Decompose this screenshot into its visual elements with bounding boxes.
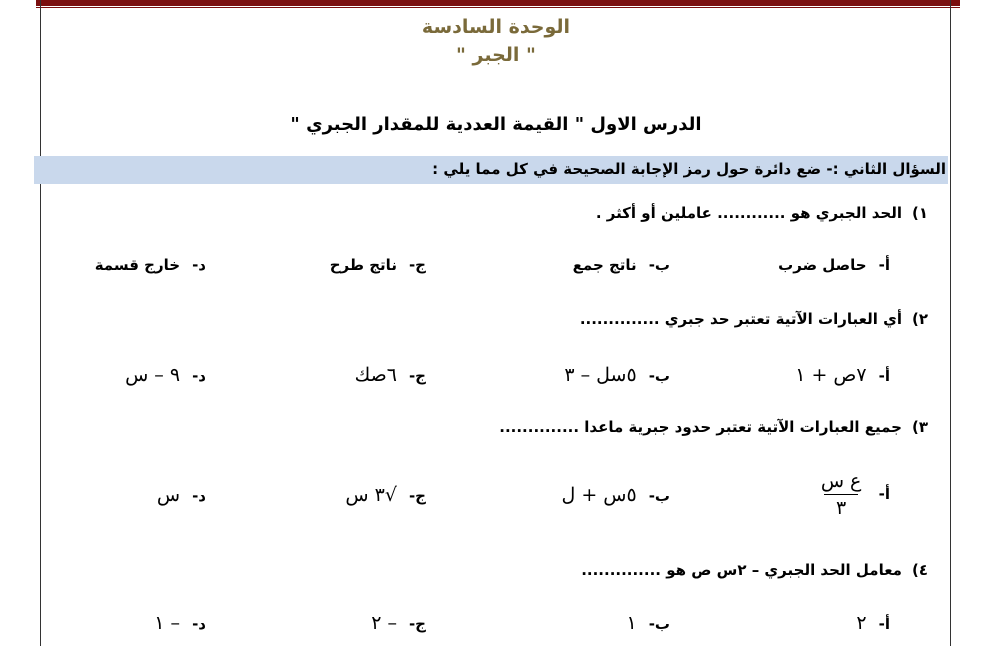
option-b[interactable]: ب-٥س + ل [561, 484, 670, 506]
question-item-1 [596, 204, 928, 222]
fraction-denominator: ٣ [836, 497, 847, 519]
question-instruction: السؤال الثاني :- ضع دائرة حول رمز الإجابة الصحيحة في كل مما يلي : [432, 160, 946, 178]
question-item-2 [580, 310, 928, 328]
item-stem: جميع العبارات الآتية تعتبر حدود جبرية ماعدا .............. [499, 418, 902, 436]
option-b[interactable]: ب-١ [626, 612, 670, 634]
option-a[interactable]: أ-حاصل ضرب [778, 256, 890, 274]
option-a[interactable]: أ- $\frac{\text{ع س}}{٣}$ [820, 470, 890, 519]
fraction [821, 470, 862, 519]
option-d[interactable]: د-– ١ [154, 612, 206, 634]
question-item-4 [581, 561, 928, 579]
item-number: ٤) [911, 561, 928, 579]
question-item-3 [499, 418, 928, 436]
option-c[interactable]: ج-– ٢ [371, 612, 426, 634]
option-d[interactable]: د-خارج قسمة [94, 256, 206, 274]
item-number: ٣) [911, 418, 928, 436]
option-b[interactable]: ب-٥سل – ٣ [564, 364, 670, 386]
unit-title: الوحدة السادسة [421, 16, 571, 38]
fraction-bar [824, 494, 858, 495]
option-c[interactable]: ج-٦صك [354, 364, 426, 386]
item-stem: الحد الجبري هو ............ عاملين أو أكثر . [595, 204, 902, 222]
option-b[interactable]: ب-ناتج جمع [572, 256, 670, 274]
lesson-title: الدرس الاول " القيمة العددية للمقدار الجبري " [290, 114, 702, 135]
item-stem: معامل الحد الجبري – ٢س ص هو .............. [581, 561, 902, 579]
top-border-bar [36, 0, 960, 6]
right-page-border [950, 0, 951, 646]
fraction-numerator: ع س [820, 470, 862, 492]
option-c[interactable]: ج-√٣ س [345, 484, 426, 506]
option-c[interactable]: ج-ناتج طرح [329, 256, 426, 274]
option-d[interactable]: د-٩ – س [125, 364, 206, 386]
item-stem: أي العبارات الآتية تعتبر حد جبري .............. [579, 310, 902, 328]
option-a[interactable]: أ-٧ص + ١ [795, 364, 890, 386]
item-number: ٢) [911, 310, 928, 328]
top-border-line [36, 7, 960, 8]
left-page-border [40, 0, 41, 646]
item-number: ١) [911, 204, 928, 222]
unit-subtitle: " الجبر " [456, 44, 536, 66]
option-a[interactable]: أ-٢ [856, 612, 890, 634]
option-d[interactable]: د-س [156, 484, 206, 506]
